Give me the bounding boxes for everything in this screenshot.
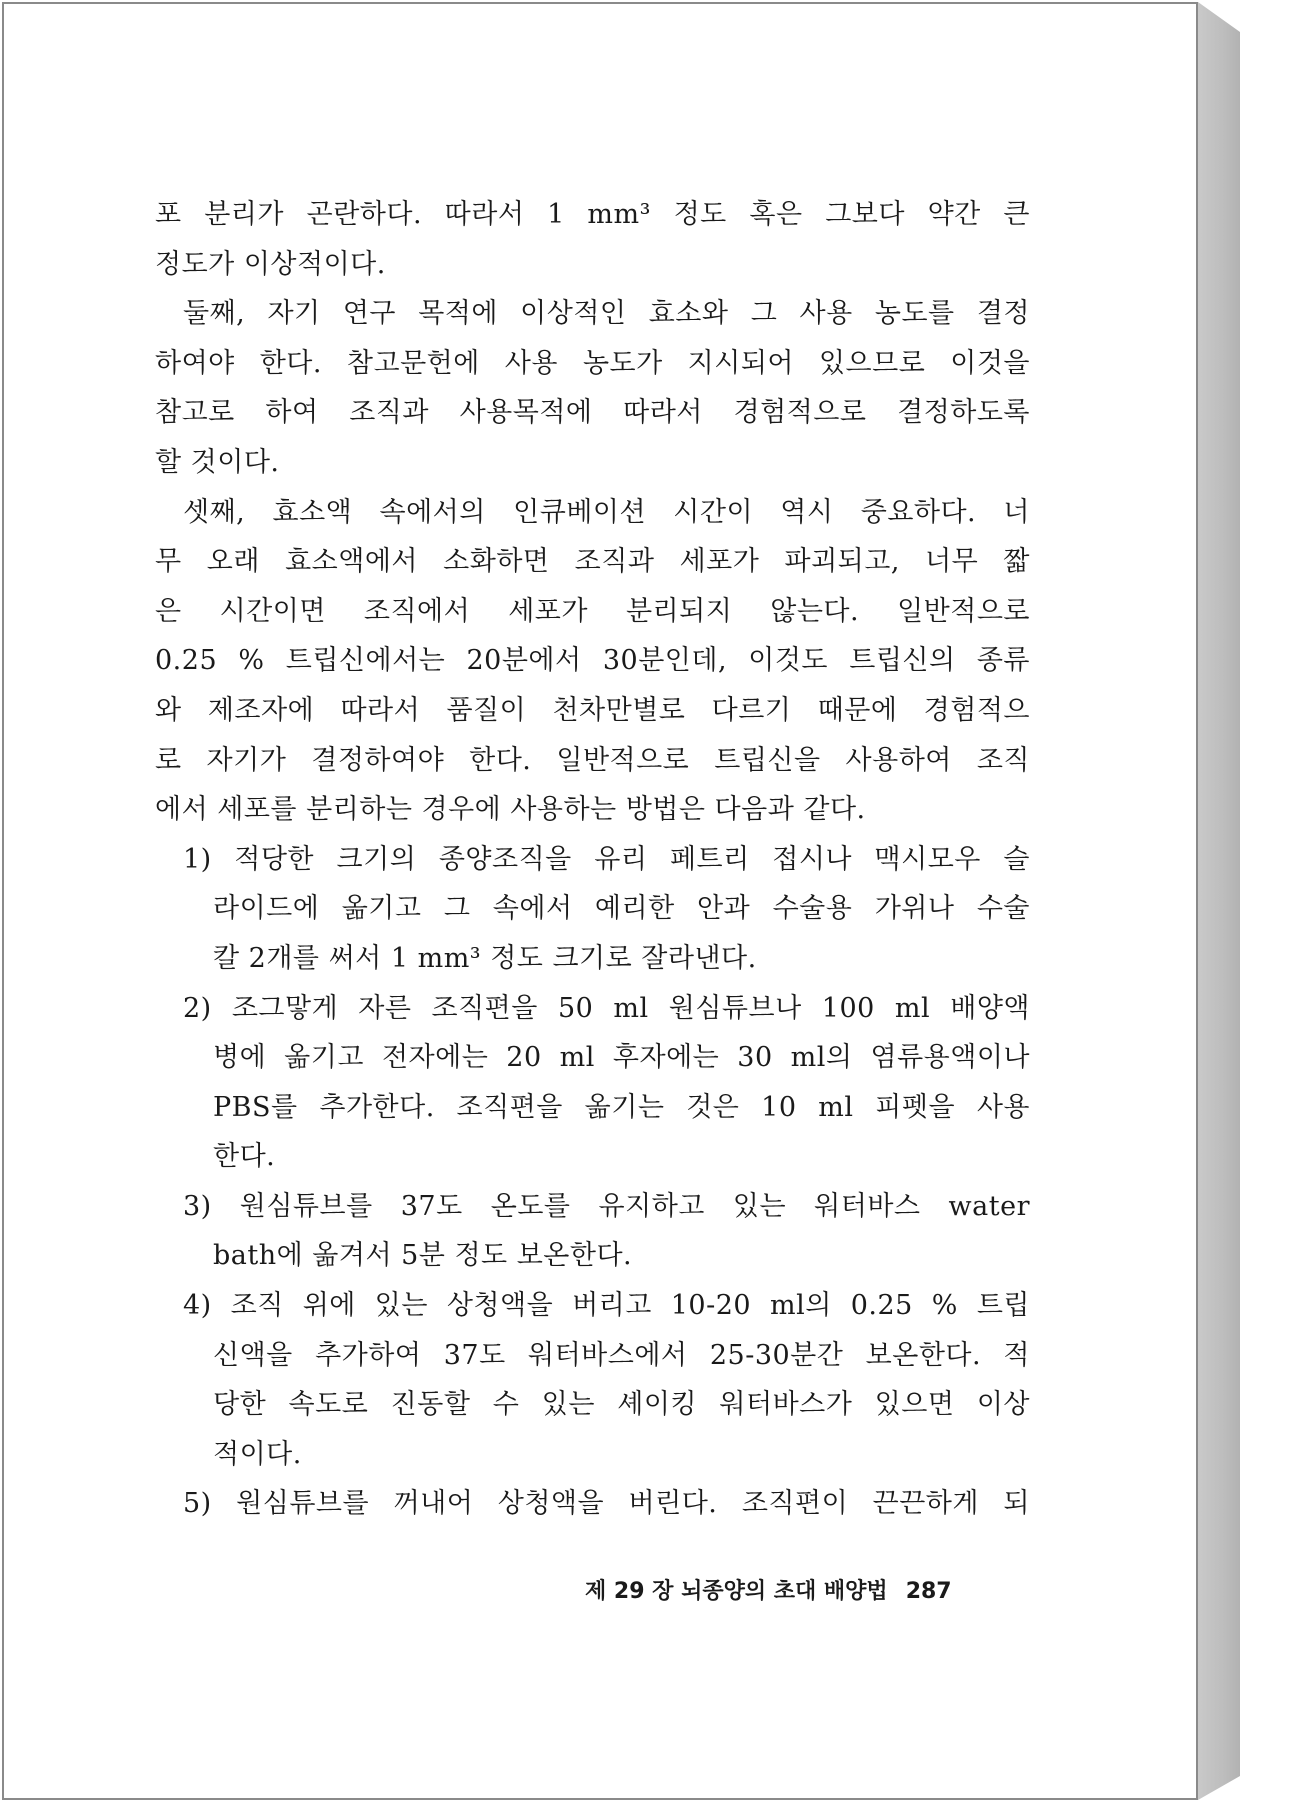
- text-line: 당한 속도로 진동할 수 있는 셰이킹 워터바스가 있으면 이상: [213, 1389, 1030, 1421]
- text-line: 로 자기가 결정하여야 한다. 일반적으로 트립신을 사용하여 조직: [155, 744, 1030, 776]
- list-item-4: 4) 조직 위에 있는 상청액을 버리고 10-20 ml의 0.25 % 트립: [183, 1290, 1030, 1322]
- page-footer: [585, 1574, 995, 1605]
- text-line: 포 분리가 곤란하다. 따라서 1 mm³ 정도 혹은 그보다 약간 큰: [155, 199, 1030, 230]
- text-line: 한다.: [213, 1141, 276, 1173]
- text-line: 무 오래 효소액에서 소화하면 조직과 세포가 파괴되고, 너무 짧: [155, 546, 1030, 578]
- text-line: 에서 세포를 분리하는 경우에 사용하는 방법은 다음과 같다.: [155, 794, 866, 826]
- list-item-3: 3) 원심튜브를 37도 온도를 유지하고 있는 워터바스 water: [183, 1190, 1030, 1222]
- text-line: 둘째, 자기 연구 목적에 이상적인 효소와 그 사용 농도를 결정: [183, 298, 1030, 330]
- page-number: 287: [905, 1579, 952, 1604]
- list-item-1: 1) 적당한 크기의 종양조직을 유리 페트리 접시나 맥시모우 슬: [183, 843, 1030, 875]
- text-line: 와 제조자에 따라서 품질이 천차만별로 다르기 때문에 경험적으: [155, 694, 1030, 726]
- body-text: [155, 190, 1030, 1529]
- page-edge: [1198, 2, 1240, 1800]
- text-line: 은 시간이면 조직에서 세포가 분리되지 않는다. 일반적으로: [155, 595, 1030, 627]
- text-line: 병에 옮기고 전자에는 20 ml 후자에는 30 ml의 염류용액이나: [213, 1042, 1030, 1074]
- list-item-5: 5) 원심튜브를 꺼내어 상청액을 버린다. 조직편이 끈끈하게 되: [183, 1488, 1030, 1520]
- text-line: 셋째, 효소액 속에서의 인큐베이션 시간이 역시 중요하다. 너: [183, 496, 1030, 528]
- text-line: bath에 옮겨서 5분 정도 보온한다.: [213, 1240, 633, 1272]
- text-line: 할 것이다.: [155, 446, 280, 478]
- text-line: 0.25 % 트립신에서는 20분에서 30분인데, 이것도 트립신의 종류: [155, 645, 1030, 677]
- list-item-2: 2) 조그맣게 자른 조직편을 50 ml 원심튜브나 100 ml 배양액: [183, 992, 1030, 1024]
- text-line: 칼 2개를 써서 1 mm³ 정도 크기로 잘라낸다.: [213, 942, 757, 974]
- text-line: 하여야 한다. 참고문헌에 사용 농도가 지시되어 있으므로 이것을: [155, 347, 1030, 379]
- text-line: 적이다.: [213, 1438, 302, 1470]
- text-line: 신액을 추가하여 37도 워터바스에서 25-30분간 보온한다. 적: [213, 1339, 1030, 1371]
- text-line: 참고로 하여 조직과 사용목적에 따라서 경험적으로 결정하도록: [155, 397, 1030, 429]
- text-line: PBS를 추가한다. 조직편을 옮기는 것은 10 ml 피펫을 사용: [213, 1091, 1030, 1123]
- text-line: 라이드에 옮기고 그 속에서 예리한 안과 수술용 가위나 수술: [213, 893, 1030, 925]
- text-line: 정도가 이상적이다.: [155, 248, 386, 280]
- chapter-title: 제 29 장 뇌종양의 초대 배양법: [585, 1579, 888, 1604]
